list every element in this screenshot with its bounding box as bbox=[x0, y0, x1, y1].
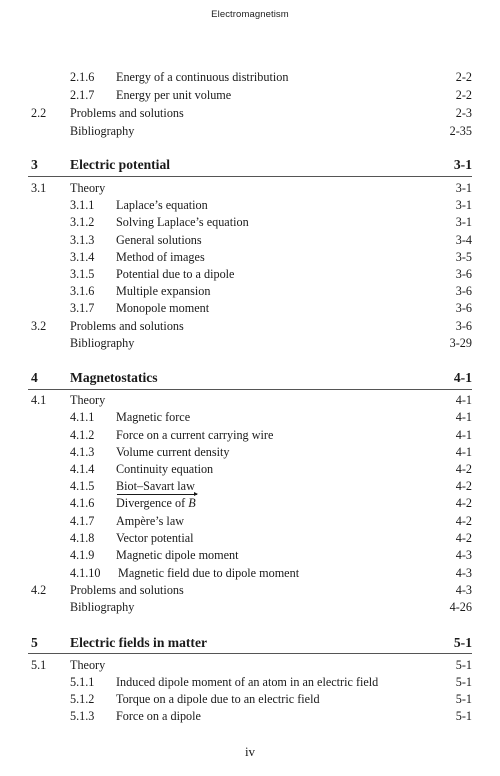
toc-entry-4-1[interactable] bbox=[0, 392, 500, 408]
toc-entry-page: 4-2 bbox=[455, 479, 472, 493]
toc-entry-number: 4.1.2 bbox=[70, 428, 95, 442]
toc-entry-title: Torque on a dipole due to an electric field bbox=[116, 692, 320, 706]
chapter-number: 4 bbox=[31, 370, 38, 385]
toc-entry-page: 3-6 bbox=[455, 301, 472, 315]
toc-entry-4-1-4[interactable] bbox=[0, 461, 500, 477]
toc-entry-page: 3-1 bbox=[455, 215, 472, 229]
toc-entry-number: 4.1.3 bbox=[70, 445, 95, 459]
toc-entry-4-1-2[interactable] bbox=[0, 427, 500, 443]
toc-entry-title: Theory bbox=[70, 393, 106, 407]
toc-entry-page: 2-2 bbox=[455, 70, 472, 84]
toc-entry-page: 4-3 bbox=[455, 548, 472, 562]
toc-entry-number: 4.1.1 bbox=[70, 410, 95, 424]
toc-entry-title-text: Divergence of bbox=[116, 496, 186, 510]
chapter-rule bbox=[28, 653, 472, 654]
toc-entry-page: 4-1 bbox=[455, 393, 472, 407]
toc-entry-3-1-4[interactable] bbox=[0, 249, 500, 265]
toc-entry-number: 3.1.6 bbox=[70, 284, 95, 298]
toc-entry-number: 4.2 bbox=[31, 583, 47, 597]
toc-entry-title: Volume current density bbox=[116, 445, 230, 459]
toc-entry-page: 4-2 bbox=[455, 514, 472, 528]
toc-entry-number: 3.1 bbox=[31, 181, 47, 195]
chapter-page: 4-1 bbox=[453, 370, 472, 385]
toc-entry-4-2[interactable] bbox=[0, 582, 500, 598]
toc-entry-page: 3-6 bbox=[455, 284, 472, 298]
toc-entry-4-1-5[interactable] bbox=[0, 478, 500, 494]
toc-entry-number: 5.1.2 bbox=[70, 692, 95, 706]
toc-entry-3-2[interactable] bbox=[0, 318, 500, 334]
toc-entry-page: 4-26 bbox=[449, 600, 472, 614]
toc-entry-page: 5-1 bbox=[455, 675, 472, 689]
toc-entry-number: 4.1.8 bbox=[70, 531, 95, 545]
toc-entry-page: 3-1 bbox=[455, 181, 472, 195]
toc-entry-title: Potential due to a dipole bbox=[116, 267, 235, 281]
toc-entry-title: Bibliography bbox=[70, 124, 135, 138]
toc-entry-number: 3.1.2 bbox=[70, 215, 95, 229]
toc-entry-number: 3.1.4 bbox=[70, 250, 95, 264]
toc-entry-title: Solving Laplace’s equation bbox=[116, 215, 249, 229]
toc-entry-title: Bibliography bbox=[70, 336, 135, 350]
toc-entry-page: 2-3 bbox=[455, 106, 472, 120]
toc-entry-title: Laplace’s equation bbox=[116, 198, 208, 212]
toc-entry-5-1-2[interactable] bbox=[0, 691, 500, 707]
toc-entry-title: Induced dipole moment of an atom in an electric field bbox=[116, 675, 379, 689]
toc-entry-2-1-7[interactable] bbox=[0, 87, 500, 103]
toc-entry-title: Theory bbox=[70, 658, 106, 672]
toc-entry-5-1-1[interactable] bbox=[0, 674, 500, 690]
chapter-title: Electric potential bbox=[70, 157, 171, 172]
toc-entry-title: Ampère’s law bbox=[116, 514, 185, 528]
toc-entry-3-1-2[interactable] bbox=[0, 214, 500, 230]
toc-entry-page: 5-1 bbox=[455, 709, 472, 723]
toc-entry-4-1-10[interactable] bbox=[0, 565, 500, 581]
toc-entry-page: 3-5 bbox=[455, 250, 472, 264]
running-head: Electromagnetism bbox=[211, 9, 289, 20]
toc-entry-3-1-1[interactable] bbox=[0, 197, 500, 213]
toc-entry-2-1-6[interactable] bbox=[0, 69, 500, 85]
toc-entry-title: Vector potential bbox=[116, 531, 194, 545]
toc-entry-number: 2.1.7 bbox=[70, 88, 95, 102]
toc-entry-4-1-8[interactable] bbox=[0, 530, 500, 546]
toc-entry-title: Method of images bbox=[116, 250, 205, 264]
toc-entry-page: 4-1 bbox=[455, 410, 472, 424]
toc-entry-4-1-6[interactable] bbox=[0, 495, 500, 511]
toc-entry-number: 5.1.3 bbox=[70, 709, 95, 723]
toc-entry-page: 3-1 bbox=[455, 198, 472, 212]
toc-entry-number: 2.2 bbox=[31, 106, 47, 120]
toc-entry-3-1-7[interactable] bbox=[0, 300, 500, 316]
toc-entry-2-2[interactable] bbox=[0, 105, 500, 121]
toc-entry-page: 3-6 bbox=[455, 319, 472, 333]
toc-entry-number: 2.1.6 bbox=[70, 70, 95, 84]
toc-entry-page: 2-2 bbox=[455, 88, 472, 102]
toc-entry-number: 3.1.5 bbox=[70, 267, 95, 281]
toc-entry-title: Problems and solutions bbox=[70, 319, 184, 333]
toc-entry-title: Problems and solutions bbox=[70, 583, 184, 597]
toc-entry-4-1-9[interactable] bbox=[0, 547, 500, 563]
vector-b-symbol: B bbox=[188, 496, 196, 510]
toc-entry-3-1-5[interactable] bbox=[0, 266, 500, 282]
toc-entry-3-1[interactable] bbox=[0, 180, 500, 196]
toc-entry-page: 4-1 bbox=[455, 445, 472, 459]
toc-entry-title: Problems and solutions bbox=[70, 106, 184, 120]
toc-entry-number: 4.1.10 bbox=[70, 566, 101, 580]
toc-entry-title: Energy per unit volume bbox=[116, 88, 232, 102]
toc-entry-page: 5-1 bbox=[455, 658, 472, 672]
toc-entry-page: 5-1 bbox=[455, 692, 472, 706]
chapter-rule bbox=[28, 176, 472, 177]
toc-entry-number: 3.1.1 bbox=[70, 198, 95, 212]
chapter-title: Magnetostatics bbox=[70, 370, 158, 385]
toc-entry-title: Force on a dipole bbox=[116, 709, 201, 723]
toc-entry-page: 4-1 bbox=[455, 428, 472, 442]
toc-entry-title: Magnetic force bbox=[116, 410, 191, 424]
toc-entry-title: General solutions bbox=[116, 233, 202, 247]
toc-entry-page: 2-35 bbox=[449, 124, 472, 138]
toc-entry-bibliography-4[interactable] bbox=[0, 599, 500, 615]
toc-entry-5-1-3[interactable] bbox=[0, 708, 500, 724]
toc-entry-number: 4.1.4 bbox=[70, 462, 95, 476]
toc-entry-page: 3-6 bbox=[455, 267, 472, 281]
toc-entry-page: 4-2 bbox=[455, 462, 472, 476]
toc-entry-page: 4-3 bbox=[455, 583, 472, 597]
chapter-number: 3 bbox=[31, 157, 38, 172]
toc-entry-number: 5.1.1 bbox=[70, 675, 95, 689]
chapter-number: 5 bbox=[31, 635, 38, 650]
toc-entry-page: 3-29 bbox=[449, 336, 472, 350]
toc-chapter-4[interactable] bbox=[0, 369, 500, 387]
toc-entry-4-1-7[interactable] bbox=[0, 513, 500, 529]
chapter-page: 5-1 bbox=[453, 635, 472, 650]
toc-entry-title: Bibliography bbox=[70, 600, 135, 614]
toc-entry-title: Magnetic dipole moment bbox=[116, 548, 239, 562]
toc-entry-number: 3.2 bbox=[31, 319, 47, 333]
toc-chapter-5[interactable] bbox=[0, 634, 500, 652]
toc-entry-number: 3.1.3 bbox=[70, 233, 95, 247]
toc-entry-3-1-6[interactable] bbox=[0, 283, 500, 299]
toc-entry-number: 4.1 bbox=[31, 393, 47, 407]
page-number: iv bbox=[244, 744, 256, 759]
toc-entry-4-1-1[interactable] bbox=[0, 409, 500, 425]
toc-entry-title: Monopole moment bbox=[116, 301, 210, 315]
toc-entry-page: 4-2 bbox=[455, 496, 472, 510]
toc-entry-number: 4.1.5 bbox=[70, 479, 95, 493]
toc-entry-page: 4-3 bbox=[455, 566, 472, 580]
toc-entry-page: 4-2 bbox=[455, 531, 472, 545]
toc-entry-title: Magnetic field due to dipole moment bbox=[118, 566, 300, 580]
chapter-title: Electric fields in matter bbox=[70, 635, 208, 650]
toc-entry-number: 4.1.7 bbox=[70, 514, 95, 528]
chapter-rule bbox=[28, 389, 472, 390]
toc-entry-4-1-3[interactable] bbox=[0, 444, 500, 460]
toc-entry-number: 4.1.6 bbox=[70, 496, 95, 510]
toc-entry-title: Energy of a continuous distribution bbox=[116, 70, 289, 84]
toc-entry-3-1-3[interactable] bbox=[0, 232, 500, 248]
toc-entry-5-1[interactable] bbox=[0, 657, 500, 673]
toc-entry-number: 3.1.7 bbox=[70, 301, 95, 315]
toc-entry-title bbox=[116, 495, 196, 511]
toc-entry-page: 3-4 bbox=[455, 233, 472, 247]
toc-chapter-3[interactable] bbox=[0, 156, 500, 174]
toc-entry-number: 4.1.9 bbox=[70, 548, 95, 562]
toc-entry-bibliography-2[interactable] bbox=[0, 123, 500, 139]
toc-entry-title: Multiple expansion bbox=[116, 284, 211, 298]
toc-entry-bibliography-3[interactable] bbox=[0, 335, 500, 351]
toc-entry-number: 5.1 bbox=[31, 658, 47, 672]
toc-entry-title: Theory bbox=[70, 181, 106, 195]
toc-entry-title: Continuity equation bbox=[116, 462, 214, 476]
chapter-page: 3-1 bbox=[453, 157, 472, 172]
toc-entry-title: Force on a current carrying wire bbox=[116, 428, 274, 442]
toc-entry-title: Biot–Savart law bbox=[116, 479, 195, 493]
